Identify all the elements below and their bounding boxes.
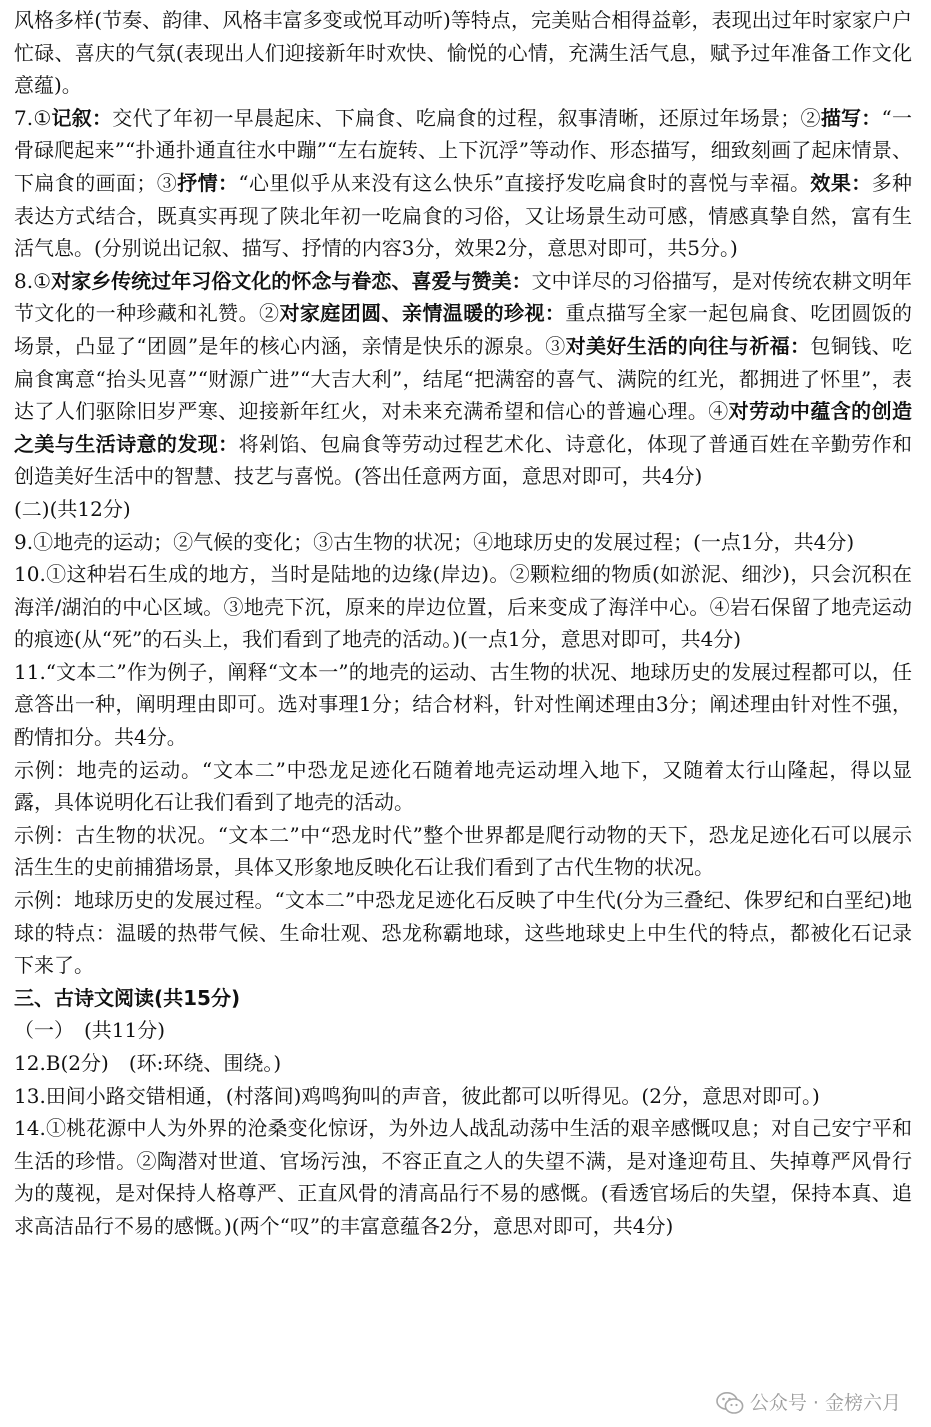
bold-term: 对家乡传统过年习俗文化的怀念与眷恋、喜爱与赞美： (51, 268, 532, 293)
bold-term: 三、古诗文阅读(共15分) (14, 985, 241, 1010)
text-run: 11.“文本二”作为例子，阐释“文本一”的地壳的运动、古生物的状况、地球历史的发展过程都可以，任意答出一种，阐明理由即可。选对事理1分；结合材料，针对性阐述理由3分；阐述理由针对性不强，酌情扣分。共4分。 (14, 659, 912, 750)
text-run: 14.①桃花源中人为外界的沧桑变化惊讶，为外边人战乱动荡中生活的艰辛感慨叹息；对自己安宁平和生活的珍惜。②陶潜对世道、官场污浊，不容正直之人的失望不满，是对逢迎苟且、失掉尊严风骨行为的蔑视，是对保持人格尊严、正直风骨的清高品行不易的感慨。(看透官场后的失望，保持本真、追求高洁品行不易的感慨。)(两个“叹”的丰富意蕴各2分，意思对即可，共4分) (14, 1116, 912, 1238)
bold-term: 记叙： (51, 105, 113, 130)
section-3-heading (14, 982, 912, 1015)
text-run: 交代了年初一早晨起床、下扁食、吃扁食的过程，叙事清晰，还原过年场景；② (112, 105, 821, 130)
watermark-text: 公众号 · 金榜六月 (749, 1391, 901, 1414)
answer-q9 (14, 526, 912, 559)
text-run: 13.田间小路交错相通，(村落间)鸡鸣狗叫的声音，彼此都可以听得见。(2分，意思对即可。) (14, 1083, 820, 1108)
answer-q14 (14, 1112, 912, 1242)
bold-term: 抒情： (177, 170, 239, 195)
bold-term: 效果： (810, 170, 872, 195)
answer-q12 (14, 1047, 912, 1080)
text-run: “一骨碌爬起来”“扑通扑通直往水中蹦”“左右旋转、上下沉浮”等动作、形态描写，细致刻画了起床情景、下扁食的画面；③ (14, 105, 913, 195)
text-run: 重点描写全家一起包扁食、吃团圆饭的场景，凸显了“团圆”是年的核心内涵，亲情是快乐的源泉。③ (14, 301, 913, 358)
bold-term: 对劳动中蕴含的创造之美与生活诗意的发现： (14, 399, 913, 456)
text-run: 8.① (14, 268, 52, 293)
subsection-1-heading (14, 1014, 912, 1047)
text-run: （一） (共11分) (14, 1018, 166, 1043)
answer-q11 (14, 656, 912, 754)
text-run: (二)(共12分) (14, 496, 131, 521)
section-2-heading (14, 493, 912, 526)
bold-term: 描写： (820, 105, 882, 130)
document-page (14, 4, 912, 1243)
answer-q13 (14, 1080, 912, 1113)
text-run: 12.B(2分) (环:环绕、围绕。) (14, 1051, 282, 1075)
answer-q7 (14, 102, 912, 265)
text-run: 包铜钱、吃扁食寓意“抬头见喜”“财源广进”“大吉大利”，结尾“把满窑的喜气、满院的红光，都拥进了怀里”，表达了人们驱除旧岁严寒、迎接新年红火，对未来充满希望和信心的普遍心理。④ (14, 333, 913, 424)
wechat-icon (716, 1391, 744, 1415)
text-run: 10.①这种岩石生成的地方，当时是陆地的边缘(岸边)。②颗粒细的物质(如淤泥、细沙)，只会沉积在海洋/湖泊的中心区域。③地壳下沉，原来的岸边位置，后来变成了海洋中心。④岩石保留了地壳运动的痕迹(从“死”的石头上，我们看到了地壳的活动。)(一点1分，意思对即可，共4分) (14, 562, 912, 652)
text-run: 风格多样(节奏、韵律、风格丰富多变或悦耳动听)等特点，完美贴合相得益彰，表现出过年时家家户户忙碌、喜庆的气氛(表现出人们迎接新年时欢快、愉悦的心情，充满生活气息，赋予过年准备工作文化意蕴)。 (14, 8, 912, 98)
bold-term: 对家庭团圆、亲情温暖的珍视： (279, 301, 566, 326)
text-run: 示例：地壳的运动。“文本二”中恐龙足迹化石随着地壳运动埋入地下，又随着太行山隆起，得以显露，具体说明化石让我们看到了地壳的活动。 (14, 757, 912, 815)
text-run: 示例：地球历史的发展过程。“文本二”中恐龙足迹化石反映了中生代(分为三叠纪、侏罗纪和白垩纪)地球的特点：温暖的热带气候、生命壮观、恐龙称霸地球，这些地球史上中生代的特点，都被化石记录下来了。 (14, 888, 912, 978)
answer-q10 (14, 558, 912, 656)
text-run: 9.①地壳的运动；②气候的变化；③古生物的状况；④地球历史的发展过程；(一点1分，共4分) (14, 529, 855, 554)
text-run: 7.① (14, 105, 52, 130)
answer-q8 (14, 265, 912, 493)
text-run: 将剁馅、包扁食等劳动过程艺术化、诗意化，体现了普通百姓在辛勤劳作和创造美好生活中的智慧、技艺与喜悦。(答出任意两方面，意思对即可，共4分) (14, 431, 913, 489)
bold-term: 对美好生活的向往与祈福： (565, 333, 811, 358)
text-run: 文中详尽的习俗描写，是对传统农耕文明年节文化的一种珍藏和礼赞。② (14, 268, 913, 326)
example-2 (14, 819, 912, 884)
paragraph-q6-continued (14, 4, 912, 102)
watermark (716, 1388, 901, 1418)
text-run: 示例：古生物的状况。“文本二”中“恐龙时代”整个世界都是爬行动物的天下，恐龙足迹化石可以展示活生生的史前捕猎场景，具体又形象地反映化石让我们看到了古代生物的状况。 (14, 822, 912, 880)
example-3 (14, 884, 912, 982)
example-1 (14, 754, 912, 819)
text-run: 多种表达方式结合，既真实再现了陕北年初一吃扁食的习俗，又让场景生动可感，情感真挚自然，富有生活气息。(分别说出记叙、描写、抒情的内容3分，效果2分，意思对即可，共5分。) (14, 170, 913, 261)
text-run: “心里似乎从来没有这么快乐”直接抒发吃扁食时的喜悦与幸福。 (238, 170, 811, 195)
